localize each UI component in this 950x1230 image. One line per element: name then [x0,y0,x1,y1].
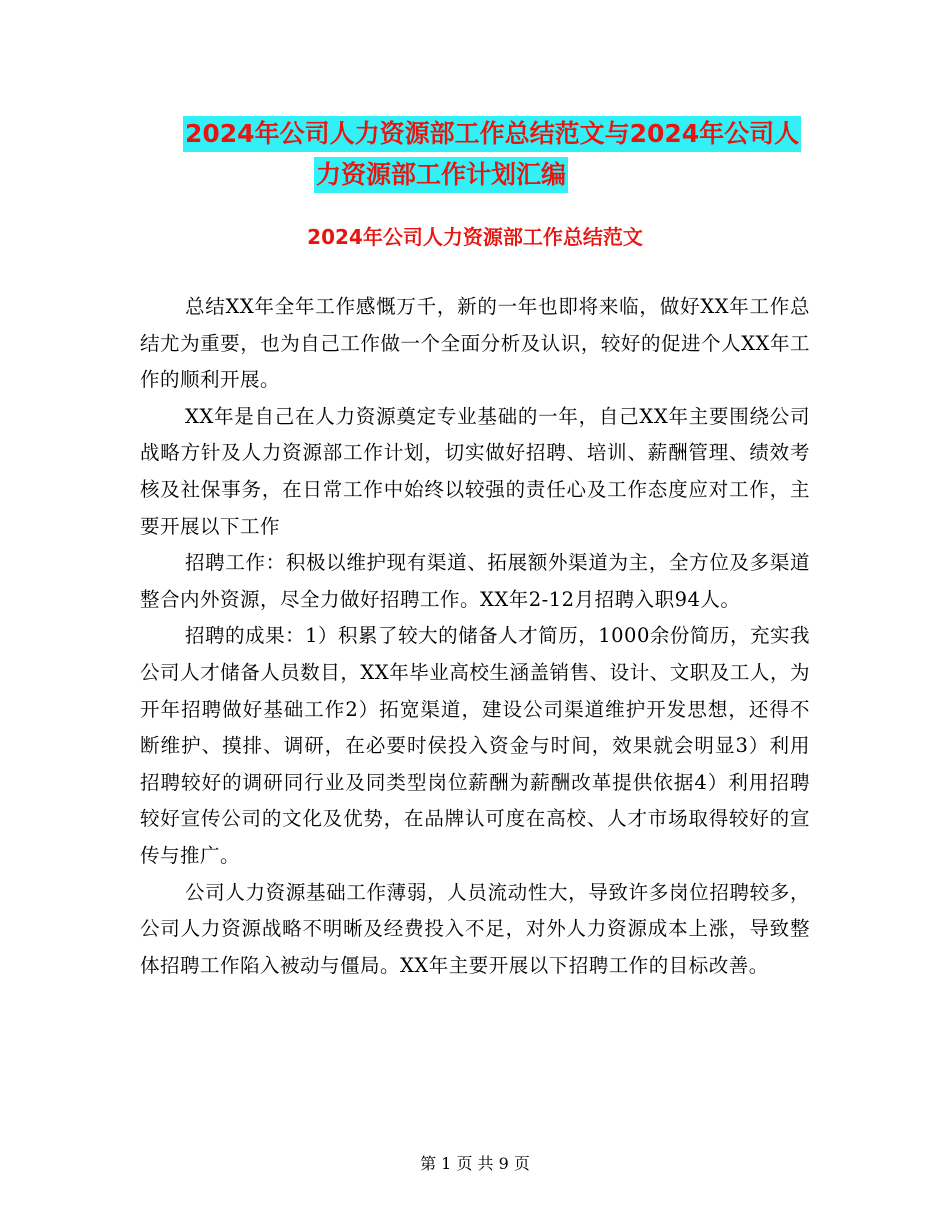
page-footer: 第 1 页 共 9 页 [420,1154,530,1173]
body-text [140,289,810,984]
title-line-1: 2024年公司人力资源部工作总结范文与2024年公司人 [183,116,801,152]
title-line-2: 力资源部工作计划汇编 [314,157,568,193]
section-heading: 2024年公司人力资源部工作总结范文 [307,225,643,249]
paragraph-1: 总结XX年全年工作感慨万千，新的一年也即将来临，做好XX年工作总结尤为重要，也为自己工作做一个全面分析及认识，较好的促进个人XX年工作的顺利开展。 [140,295,810,392]
paragraph-5: 公司人力资源基础工作薄弱，人员流动性大，导致许多岗位招聘较多，公司人力资源战略不明晰及经费投入不足，对外人力资源成本上涨，导致整体招聘工作陷入被动与僵局。XX年主要开展以下招聘工作的目标改善。 [140,880,810,977]
paragraph-4: 招聘的成果：1）积累了较大的储备人才简历，1000余份简历，充实我公司人才储备人员数目，XX年毕业高校生涵盖销售、设计、文职及工人，为开年招聘做好基础工作2）拓宽渠道，建设公司渠道维护开发思想，还得不断维护、摸排、调研，在必要时侯投入资金与时间，效果就会明显3）利用招聘较好的调研同行业及同类型岗位薪酬为薪酬改革提供依据4）利用招聘较好宣传公司的文化及优势，在品牌认可度在高校、人才市场取得较好的宣传与推广。 [140,624,810,867]
paragraph-2: XX年是自己在人力资源奠定专业基础的一年，自己XX年主要围绕公司战略方针及人力资源部工作计划，切实做好招聘、培训、薪酬管理、绩效考核及社保事务，在日常工作中始终以较强的责任心及工作态度应对工作，主要开展以下工作 [140,404,810,538]
paragraph-3: 招聘工作：积极以维护现有渠道、拓展额外渠道为主，全方位及多渠道整合内外资源，尽全力做好招聘工作。XX年2-12月招聘入职94人。 [140,551,810,611]
